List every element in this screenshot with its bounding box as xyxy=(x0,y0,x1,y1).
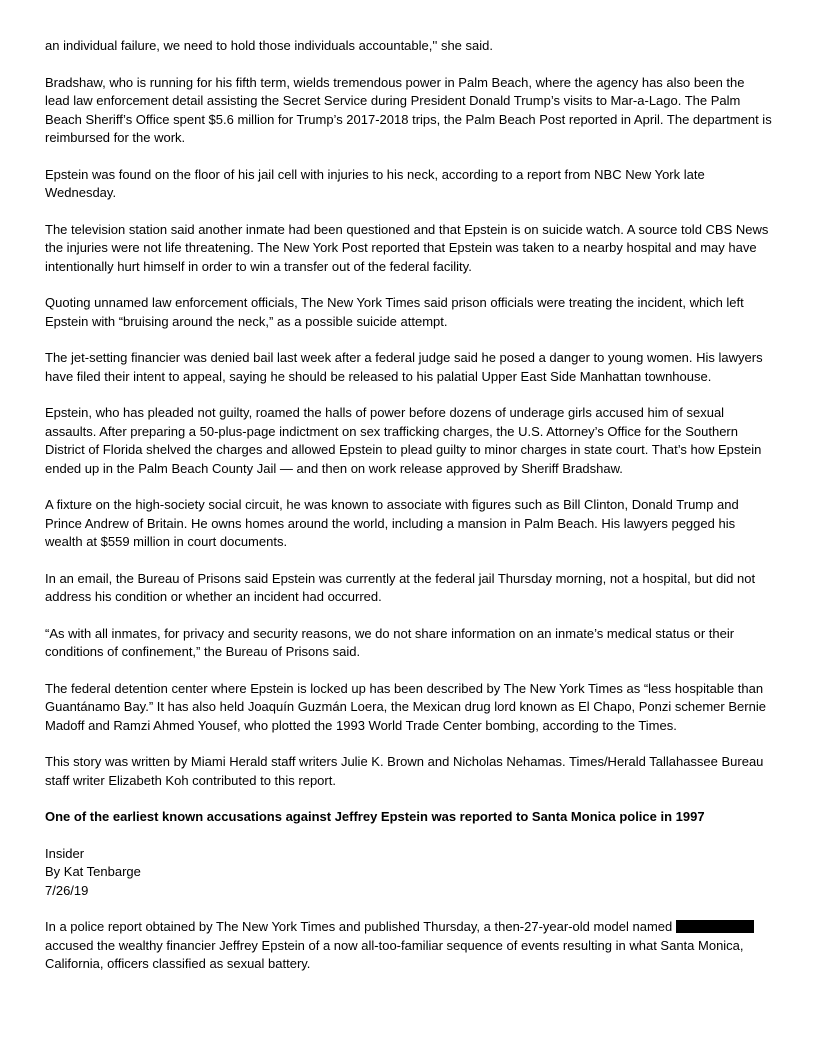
body-paragraph: “As with all inmates, for privacy and security reasons, we do not share information on an inmate’s medical status or their conditions of confinement,” the Bureau of Prisons said. xyxy=(45,625,735,659)
body-paragraph: The jet-setting financier was denied bail last week after a federal judge said he posed a danger to young women. His lawyers have filed their intent to appeal, saying he should be released to his palatial Upper East Side Manhattan townhouse. xyxy=(45,350,763,384)
body-paragraph: A fixture on the high-society social circuit, he was known to associate with figures such as Bill Clinton, Donald Trump and Prince Andrew of Britain. He owns homes around the world, including a mansion in Palm Beach. His lawyers pegged his wealth at $559 million in court documents. xyxy=(45,497,739,549)
body-paragraph: Quoting unnamed law enforcement officials, The New York Times said prison officials were treating the incident, which left Epstein with “bruising around the neck,” as a possible suicide attempt. xyxy=(45,295,744,329)
body-paragraph: Epstein was found on the floor of his jail cell with injuries to his neck, according to a report from NBC New York late Wednesday. xyxy=(45,166,705,200)
body-paragraph: an individual failure, we need to hold those individuals accountable,'' she said. xyxy=(45,38,493,53)
redaction-box xyxy=(676,920,754,933)
body-paragraph: In an email, the Bureau of Prisons said Epstein was currently at the federal jail Thursday morning, not a hospital, but did not address his condition or whether an incident had occurred. xyxy=(45,570,756,604)
lead-text-after: accused the wealthy financier Jeffrey Epstein of a now all-too-familiar sequence of events resulting in what Santa Monica, California, officers classified as sexual battery. xyxy=(45,937,744,971)
body-paragraph: Epstein, who has pleaded not guilty, roamed the halls of power before dozens of underage girls accused him of sexual assaults. After preparing a 50-plus-page indictment on sex trafficking charges, the U.S. Attorney’s Office for the Southern District of Florida shelved the charges and allowed Epstein to plead guilty to minor charges in state court. That’s how Epstein ended up in the Palm Beach County Jail — and then on work release approved by Sheriff Bradshaw. xyxy=(45,405,762,476)
byline: By Kat Tenbarge xyxy=(45,864,141,879)
article-heading: One of the earliest known accusations against Jeffrey Epstein was reported to Santa Monica police in 1997 xyxy=(45,809,705,824)
byline-block xyxy=(45,845,772,901)
body-paragraph: Bradshaw, who is running for his fifth term, wields tremendous power in Palm Beach, where the agency has also been the lead law enforcement detail assisting the Secret Service during President Donald Trump’s visits to Mar-a-Lago. The Palm Beach Sheriff’s Office spent $5.6 million for Trump’s 2017-2018 trips, the Palm Beach Post reported in April. The department is reimbursed for the work. xyxy=(45,74,772,145)
body-paragraph: The federal detention center where Epstein is locked up has been described by The New York Times as “less hospitable than Guantánamo Bay.” It has also held Joaquín Guzmán Loera, the Mexican drug lord known as El Chapo, Ponzi schemer Bernie Madoff and Ramzi Ahmed Yousef, who plotted the 1993 World Trade Center bombing, according to the Times. xyxy=(45,680,766,733)
lead-text-before: In a police report obtained by The New York Times and published Thursday, a then-27-year-old model named xyxy=(45,919,673,934)
date: 7/26/19 xyxy=(45,882,89,898)
body-paragraph: The television station said another inmate had been questioned and that Epstein is on suicide watch. A source told CBS News the injuries were not life threatening. The New York Post reported that Epstein was taken to a nearby hospital and may have intentionally hurt himself in order to win a transfer out of the federal facility. xyxy=(45,221,769,274)
lead-paragraph xyxy=(45,918,772,974)
body-paragraph: This story was written by Miami Herald staff writers Julie K. Brown and Nicholas Nehamas. Times/Herald Tallahassee Bureau staff writer Elizabeth Koh contributed to this report. xyxy=(45,754,764,788)
source-name: Insider xyxy=(45,845,85,861)
